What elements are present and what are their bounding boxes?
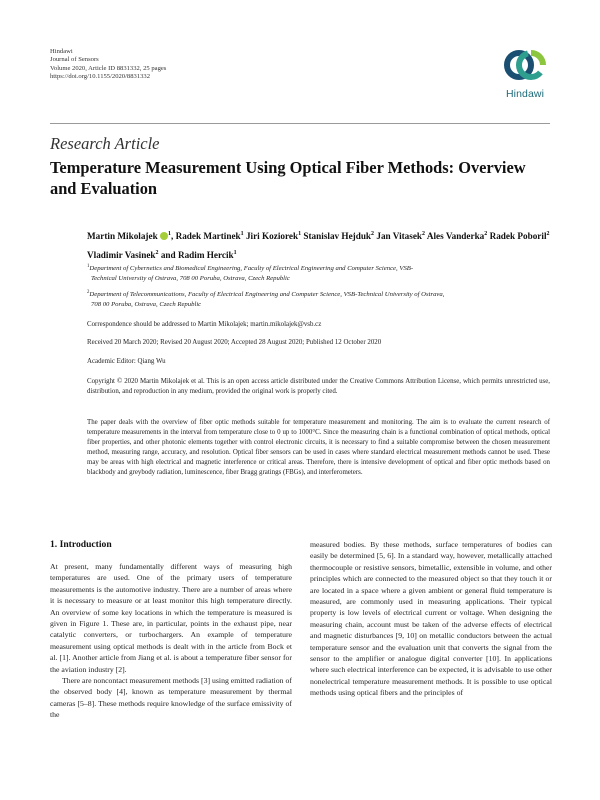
orcid-icon[interactable] [160, 232, 168, 240]
author-name[interactable]: Radek Martinek [175, 231, 241, 242]
publisher-name: Hindawi [50, 48, 73, 55]
journal-meta [50, 48, 166, 82]
academic-editor: Academic Editor: Qiang Wu [87, 358, 166, 365]
author-affiliation-sup: 2 [546, 231, 550, 237]
hindawi-logo-icon [502, 47, 548, 83]
author-affiliation-sup: 1 [233, 250, 237, 257]
publication-dates: Received 20 March 2020; Revised 20 August 2020; Accepted 28 August 2020; Published 12 October 2020 [87, 339, 382, 346]
hindawi-logo [495, 47, 555, 107]
author-affiliation-sup: 2 [422, 231, 426, 237]
author-name[interactable]: Jiri Koziorek [245, 231, 299, 242]
affiliation-text: Technical University of Ostrava, 708 00 Poruba, Ostrava, Czech Republic [91, 275, 290, 283]
author-name[interactable]: Radim Hercik [177, 250, 234, 261]
author-name[interactable]: Jan Vitasek [376, 231, 423, 242]
abstract: The paper deals with the overview of fiber optic methods suitable for temperature measurement and monitoring. The aim is to evaluate the current research of temperature measurements in the interval from temperature close to 0 up to 1000°C. Since the measuring chain is a functional combination of optical methods, optical fiber properties, and other photonic elements together with control electronic circuits, it is necessary to find a suitable compromise between the chosen measurement method, measuring range, accuracy, and resolution. Optical fiber sensors can be used in cases where standard electrical measurement methods cannot be used. These may be areas with high electrical and magnetic interference or critical areas. Therefore, there is intensive development of optical and fiber optic methods based on blackbody and greybody radiation, luminescence, fiber Bragg gratings (FBGs), and interferometers. [87, 419, 550, 476]
author-affiliation-sup: 2 [484, 231, 488, 237]
paper-title: Temperature Measurement Using Optical Fiber Methods: Overview and Evaluation [50, 158, 526, 198]
author-name[interactable]: Vladimir Vasinek [87, 250, 156, 261]
paragraph: measured bodies. By these methods, surface temperatures of bodies can easily be determined [5, 6]. In a standard way, however, metallically attached thermocouple or resistive sensors, bimetallic, extensible in volume, and other principles which are connected to the measured object so that they touch it or are located in a space where a given ambient or general fluid temperature is measured, are commonly used in measuring applications. Their typical property is low levels of electrical current or voltage. When designing the measuring chain, account must be taken of the adverse effects of electrical and magnetic disturbances [9, 10] on metallic conductors between the actual temperature sensor and the evaluation unit that converts the signal from the sensor to the amplifier or analogue digital converter [10]. In applications where such electrical interference can be expected, it is advisable to use other nonelectrical temperature measurement methods. It is possible to use optical methods using optical fibers and the principles of [310, 540, 552, 698]
right-column [310, 539, 552, 699]
affiliation-1 [87, 262, 557, 285]
copyright-notice: Copyright © 2020 Martin Mikolajek et al. This is an open access article distributed under the Creative Commons Attribution License, which permits unrestricted use, distribution, and reproduction in any medium, provided the original work is properly cited. [87, 378, 550, 395]
author-name[interactable]: Martin Mikolajek [87, 231, 158, 242]
author-affiliation-sup: 1 [240, 231, 244, 237]
affiliation-text: Department of Cybernetics and Biomedical Engineering, Faculty of Electrical Engineering and Computer Science, VSB- [89, 265, 414, 273]
affiliation-sup: 2 [87, 290, 90, 295]
author-name[interactable]: Stanislav Hejduk [303, 231, 372, 242]
author-name[interactable]: Radek Poboril [489, 231, 547, 242]
paragraph: At present, many fundamentally different ways of measuring high temperatures are used. One of the primary users of temperature measurements is the automotive industry. There are a number of areas where it is necessary to measure or at least monitor this high temperature directly. An overview of some key locations in which the temperature is measured is given in Figure 1. These are, in particular, points in the exhaust pipe, near catalytic converters, or turbochargers. An example of temperature measurement using optical methods is dealt with in the article from Bock et al. [1]. Another article from Jiang et al. is about a temperature fiber sensor for the aviation industry [2]. [50, 562, 292, 674]
article-type: Research Article [50, 134, 160, 153]
affiliation-sup: 1 [87, 264, 90, 269]
logo-text: Hindawi [505, 88, 545, 100]
author-list: Martin Mikolajek $^1$, Radek Martinek$^1$ Jiri Koziorek$^1$ Stanislav Hejduk$^2$ Jan Vitasek$^2$ Ales Vanderka$^2$ Radek Poboril$^2$ Vladimir Vasinek$^2$ and Radim Hercik$^1$ [87, 231, 550, 261]
author-affiliation-sup: 2 [155, 250, 159, 257]
doi-link[interactable]: https://doi.org/10.1155/2020/8831332 [50, 73, 151, 81]
affiliation-text: Department of Telecommunications, Faculty of Electrical Engineering and Computer Science, VSB-Technical University of Ostrava, [89, 291, 445, 299]
affiliation-2 [87, 288, 557, 311]
author-affiliation-sup: 1 [167, 231, 171, 237]
author-affiliation-sup: 2 [371, 231, 375, 237]
author-name[interactable]: Ales Vanderka [426, 231, 485, 242]
author-affiliation-sup: 1 [298, 231, 302, 237]
left-column [50, 561, 292, 721]
volume-info: Volume 2020, Article ID 8831332, 25 pages [50, 64, 167, 72]
affiliation-text: 708 00 Poruba, Ostrava, Czech Republic [91, 301, 202, 309]
journal-name: Journal of Sensors [50, 56, 99, 64]
correspondence: Correspondence should be addressed to Martin Mikolajek; martin.mikolajek@vsb.cz [87, 321, 322, 328]
paragraph: There are noncontact measurement methods [3] using emitted radiation of the observed body [4], known as temperature measurement by thermal cameras [5–8]. These methods require knowledge of the surface emissivity of the [50, 676, 292, 720]
header-divider [50, 123, 550, 124]
section-heading: 1. Introduction [50, 539, 112, 550]
